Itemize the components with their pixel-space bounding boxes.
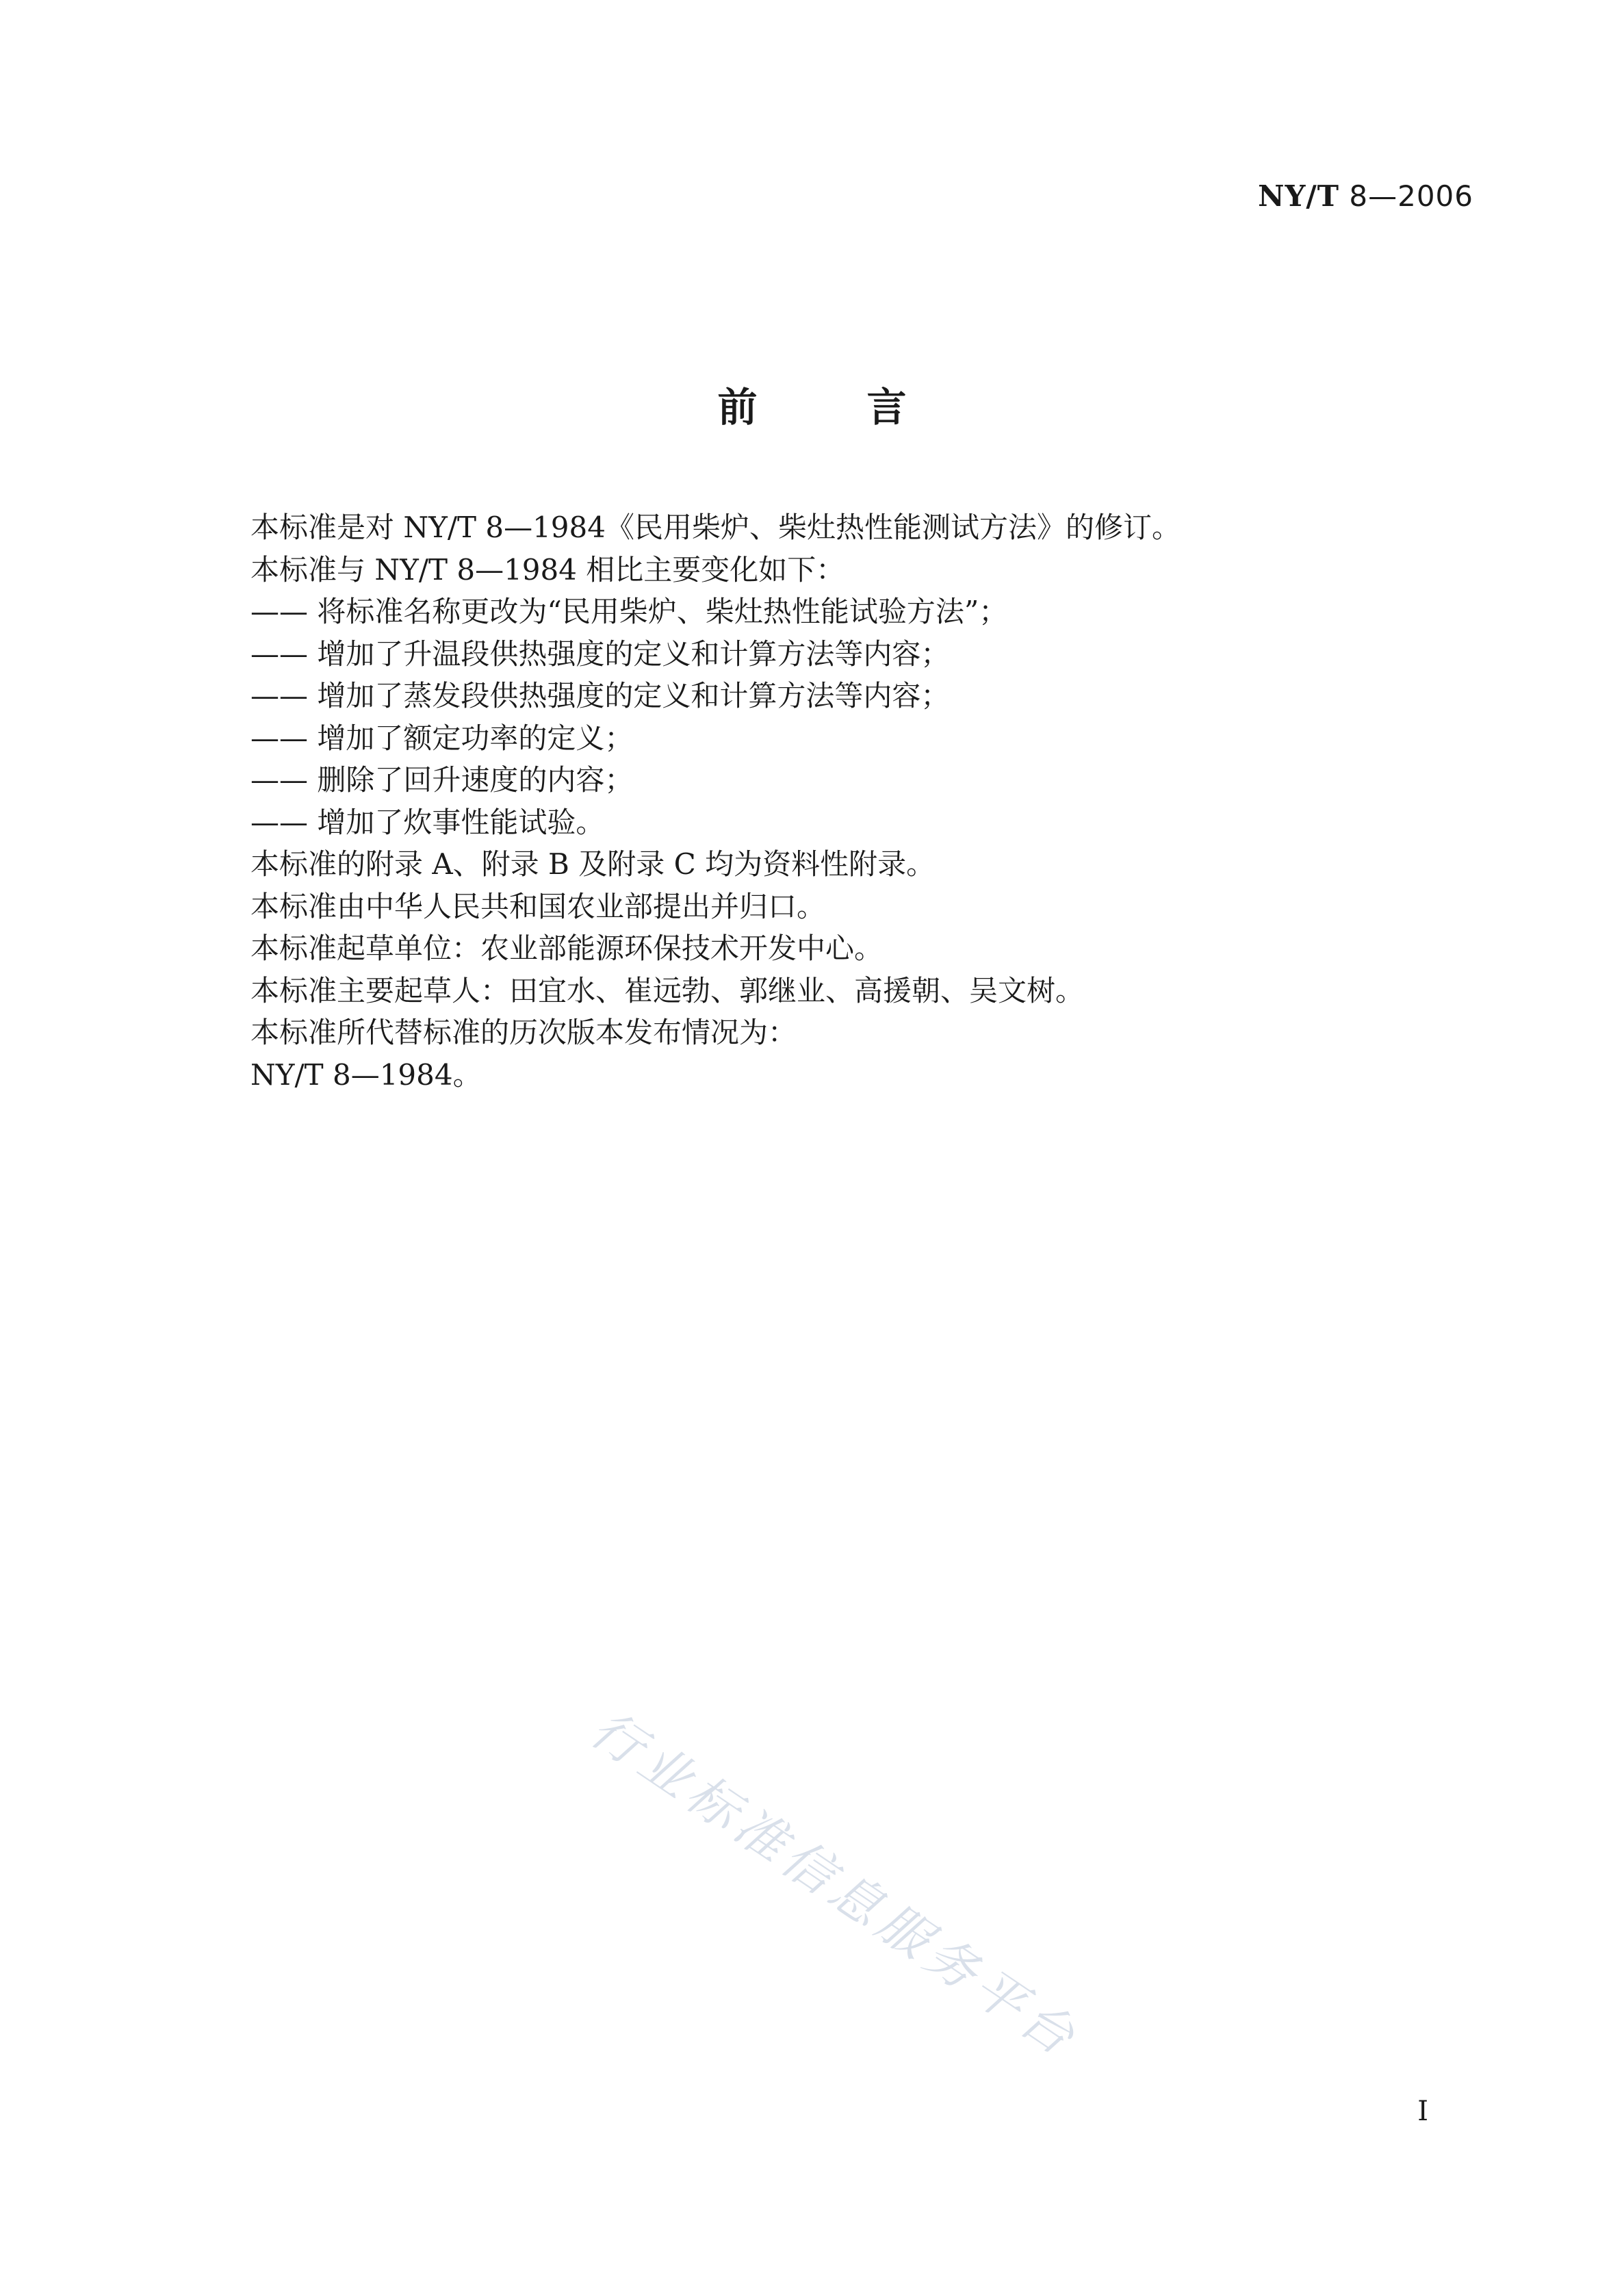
body-line: 本标准的附录 A、附录 B 及附录 C 均为资料性附录。 — [250, 847, 936, 881]
body-line: 本标准与 NY/T 8—1984 相比主要变化如下： — [250, 552, 845, 587]
body-line: —— 增加了蒸发段供热强度的定义和计算方法等内容； — [250, 679, 950, 712]
body-line: 本标准起草单位：农业部能源环保技术开发中心。 — [250, 931, 884, 965]
body-line: 本标准主要起草人：田宜水、崔远勃、郭继业、高援朝、吴文树。 — [250, 973, 1085, 1007]
standard-code-number: 8—2006 — [1339, 179, 1473, 213]
body-line: —— 增加了额定功率的定义； — [250, 721, 634, 755]
foreword-body — [250, 506, 1482, 1096]
watermark: 行业标准信息服务平台 — [580, 1699, 1090, 2070]
body-line: 本标准由中华人民共和国农业部提出并归口。 — [250, 889, 826, 923]
body-line: 本标准是对 NY/T 8—1984《民用柴炉、柴灶热性能测试方法》的修订。 — [250, 511, 1181, 544]
body-line: —— 删除了回升速度的内容； — [250, 763, 634, 797]
page-title: 前言 — [717, 384, 1016, 430]
body-line: 本标准所代替标准的历次版本发布情况为： — [250, 1016, 797, 1049]
standard-code-prefix: NY/T — [1258, 179, 1340, 213]
body-line: —— 增加了升温段供热强度的定义和计算方法等内容； — [250, 636, 950, 671]
body-line: NY/T 8—1984。 — [250, 1057, 482, 1092]
standard-code — [1258, 179, 1473, 213]
body-line: —— 将标准名称更改为“民用柴炉、柴灶热性能试验方法”； — [250, 595, 1008, 628]
body-line: —— 增加了炊事性能试验。 — [250, 805, 605, 839]
page-number: I — [1417, 2096, 1428, 2127]
